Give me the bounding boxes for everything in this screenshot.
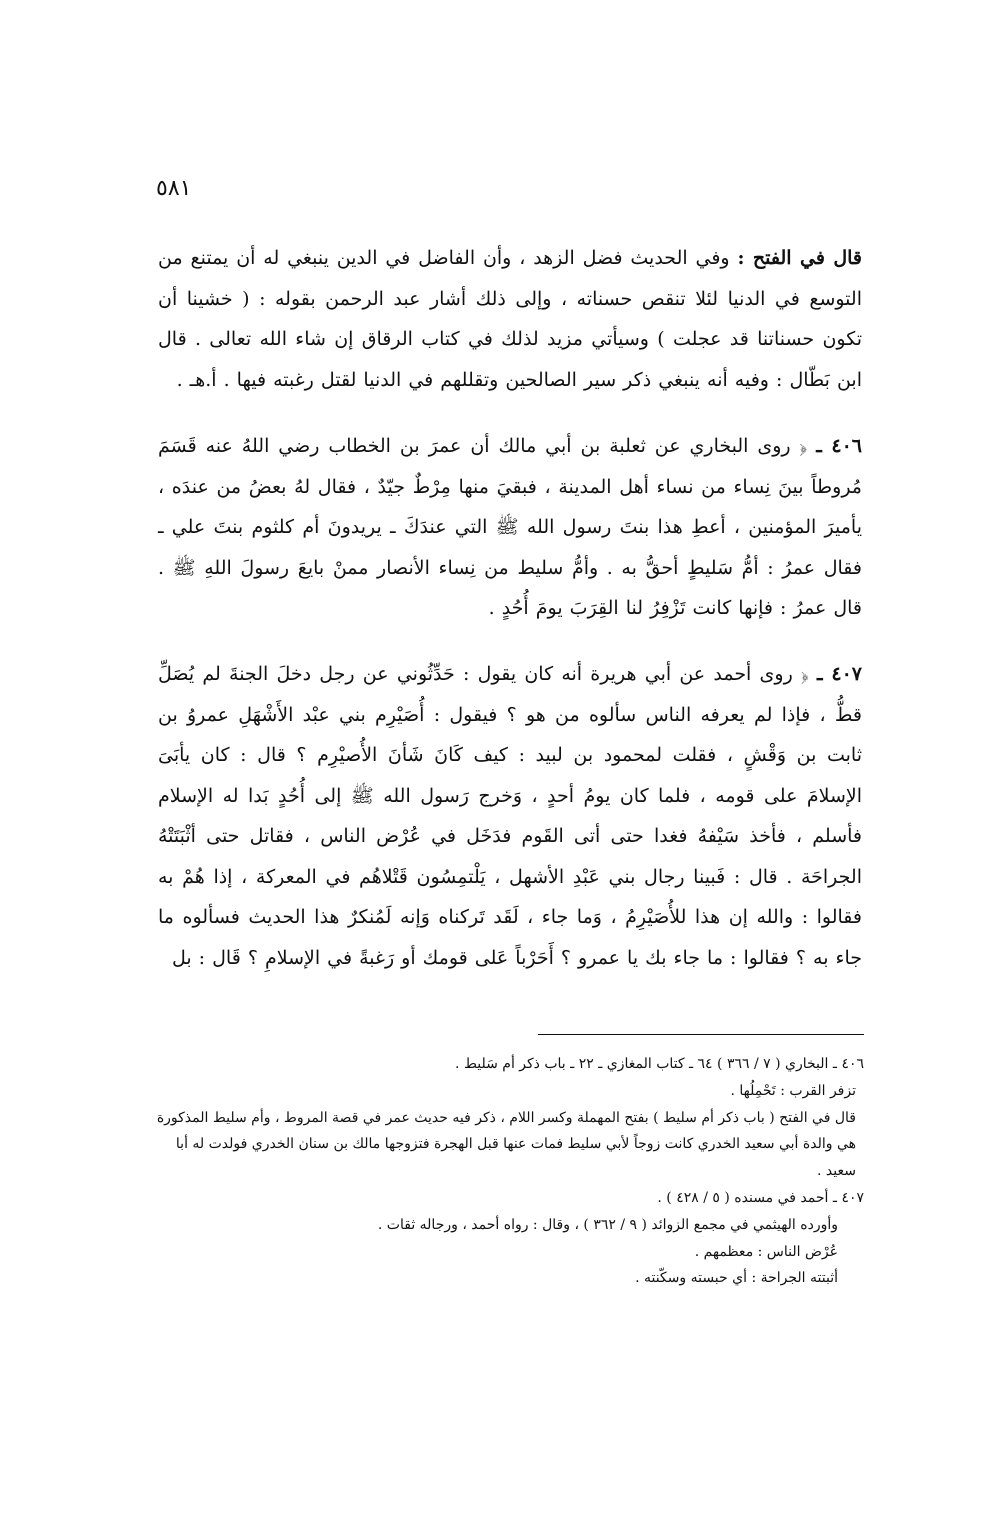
hadith-body: ﴿ روى البخاري عن ثعلبة بن أبي مالك أن عمرَ بن الخطاب رضي اللهُ عنه قَسَمَ مُروطاً بينَ نِساء من نساء أهل المدينة ، فبقيَ منها مِرْطٌ جيّدٌ ، فقال لهُ بعضُ من عندَه ، يأميرَ المؤمنين ، أعطِ هذا بنتَ رسول الله ﷺ التي عندَكَ ـ يريدونَ أم كلثوم بنتَ علي ـ فقال عمرُ : أمُّ سَليطٍ أحقُّ به . وأمُّ سليط من نِساء الأنصار ممنْ بايعَ رسولَ اللهِ ﷺ . قال عمرُ : فإنها كانت تَزْفِرُ لنا القِرَبَ يومَ أُحُدٍ . xyxy=(158,435,862,619)
paragraph-fath-commentary xyxy=(158,238,862,400)
hadith-number: ٤٠٦ ـ xyxy=(816,435,862,457)
footnote-gloss-tazfir: تزفر القرب : تَحْمِلُها . xyxy=(730,1082,856,1099)
footnote-406-source: ٤٠٦ ـ البخاري ( ٧ / ٣٦٦ ) ٦٤ ـ كتاب المغازي ـ ٢٢ ـ باب ذكر أم سَليط . xyxy=(455,1056,864,1072)
hadith-number: ٤٠٧ ـ xyxy=(817,663,862,685)
paragraph-body: وفي الحديث فضل الزهد ، وأن الفاضل في الدين ينبغي له أن يمتنع من التوسع في الدنيا لئلا تنقص حسناته ، وإلى ذلك أشار عبد الرحمن بقوله : ( خشينا أن تكون حسناتنا قد عجلت ) وسيأتي مزيد لذلك في كتاب الرقاق إن شاء الله تعالى . قال ابن بَطّال : وفيه أنه ينبغي ذكر سير الصالحين وتقللهم في الدنيا لقتل رغبته فيها . أ.هـ . xyxy=(158,247,862,391)
footnote-gloss-athbatathu: أثبتته الجراحة : أي حبسته وسكّنته . xyxy=(635,1270,838,1287)
hadith-406 xyxy=(158,426,862,629)
paragraph-lead: قال في الفتح : xyxy=(737,247,862,269)
footnote-407-source: ٤٠٧ ـ أحمد في مسنده ( ٥ / ٤٢٨ ) . xyxy=(657,1189,864,1206)
footnote-fath-umm-salit: قال في الفتح ( باب ذكر أم سليط ) بفتح المهملة وكسر اللام ، ذكر فيه حديث عمر في قصة المروط ، وأم سليط المذكورة هي والدة أبي سعيد الخدري كانت زوجاً لأبي سليط فمات عنها قبل الهجرة فتزوجها مالك بن سنان الخدري فولدت له أبا سعيد . xyxy=(156,1109,856,1180)
footnotes xyxy=(150,1051,864,1292)
footnote-haythami: وأورده الهيثمي في مجمع الزوائد ( ٩ / ٣٦٢ ) ، وقال : رواه أحمد ، ورجاله ثقات . xyxy=(377,1216,838,1233)
footnote-separator xyxy=(538,1034,864,1035)
footnote-gloss-urd: عُرْض الناس : معظمهم . xyxy=(694,1243,838,1260)
page-number: ٥٨١ xyxy=(156,176,192,201)
hadith-407 xyxy=(158,654,862,978)
hadith-body: ﴿ روى أحمد عن أبي هريرة أنه كان يقول : حَدِّثُوني عن رجل دخلَ الجنةَ لم يُصَلِّ قطُّ ، فإذا لم يعرفه الناس سألوه من هو ؟ فيقول : أُصَيْرِم بني عبْد الأَشْهَلِ عمروُ بن ثابت بن وَقْشٍ ، فقلت لمحمود بن لبيد : كيف كَانَ شَأنَ الأُصيْرِم ؟ قال : كان يأبَىَ الإسلامَ على قومه ، فلما كان يومُ أحدٍ ، وَخرج رَسول الله ﷺ إلى أُحُدٍ بَدا له الإسلام فأسلم ، فأخذ سَيْفهُ فغدا حتى أتى القَوم فدَخَل في عُرْض الناس ، فقاتل حتى أثْبَتَتْهُ الجراحَة . قال : فَبينا رجال بني عَبْدِ الأشهل ، يَلْتمِسُون قَتْلاهُم في المعركة ، إذا هُمْ به فقالوا : والله إن هذا للأُصَيْرِمُ ، وَما جاء ، لَقَد تَركناه وَإنه لَمُنكرٌ هذا الحديث فسألوه ما جاء به ؟ فقالوا : ما جاء بك يا عمرو ؟ أَحَرْباً عَلى قومك أو رَغبةً في الإسلامِ ؟ قَال : بل xyxy=(158,663,862,969)
